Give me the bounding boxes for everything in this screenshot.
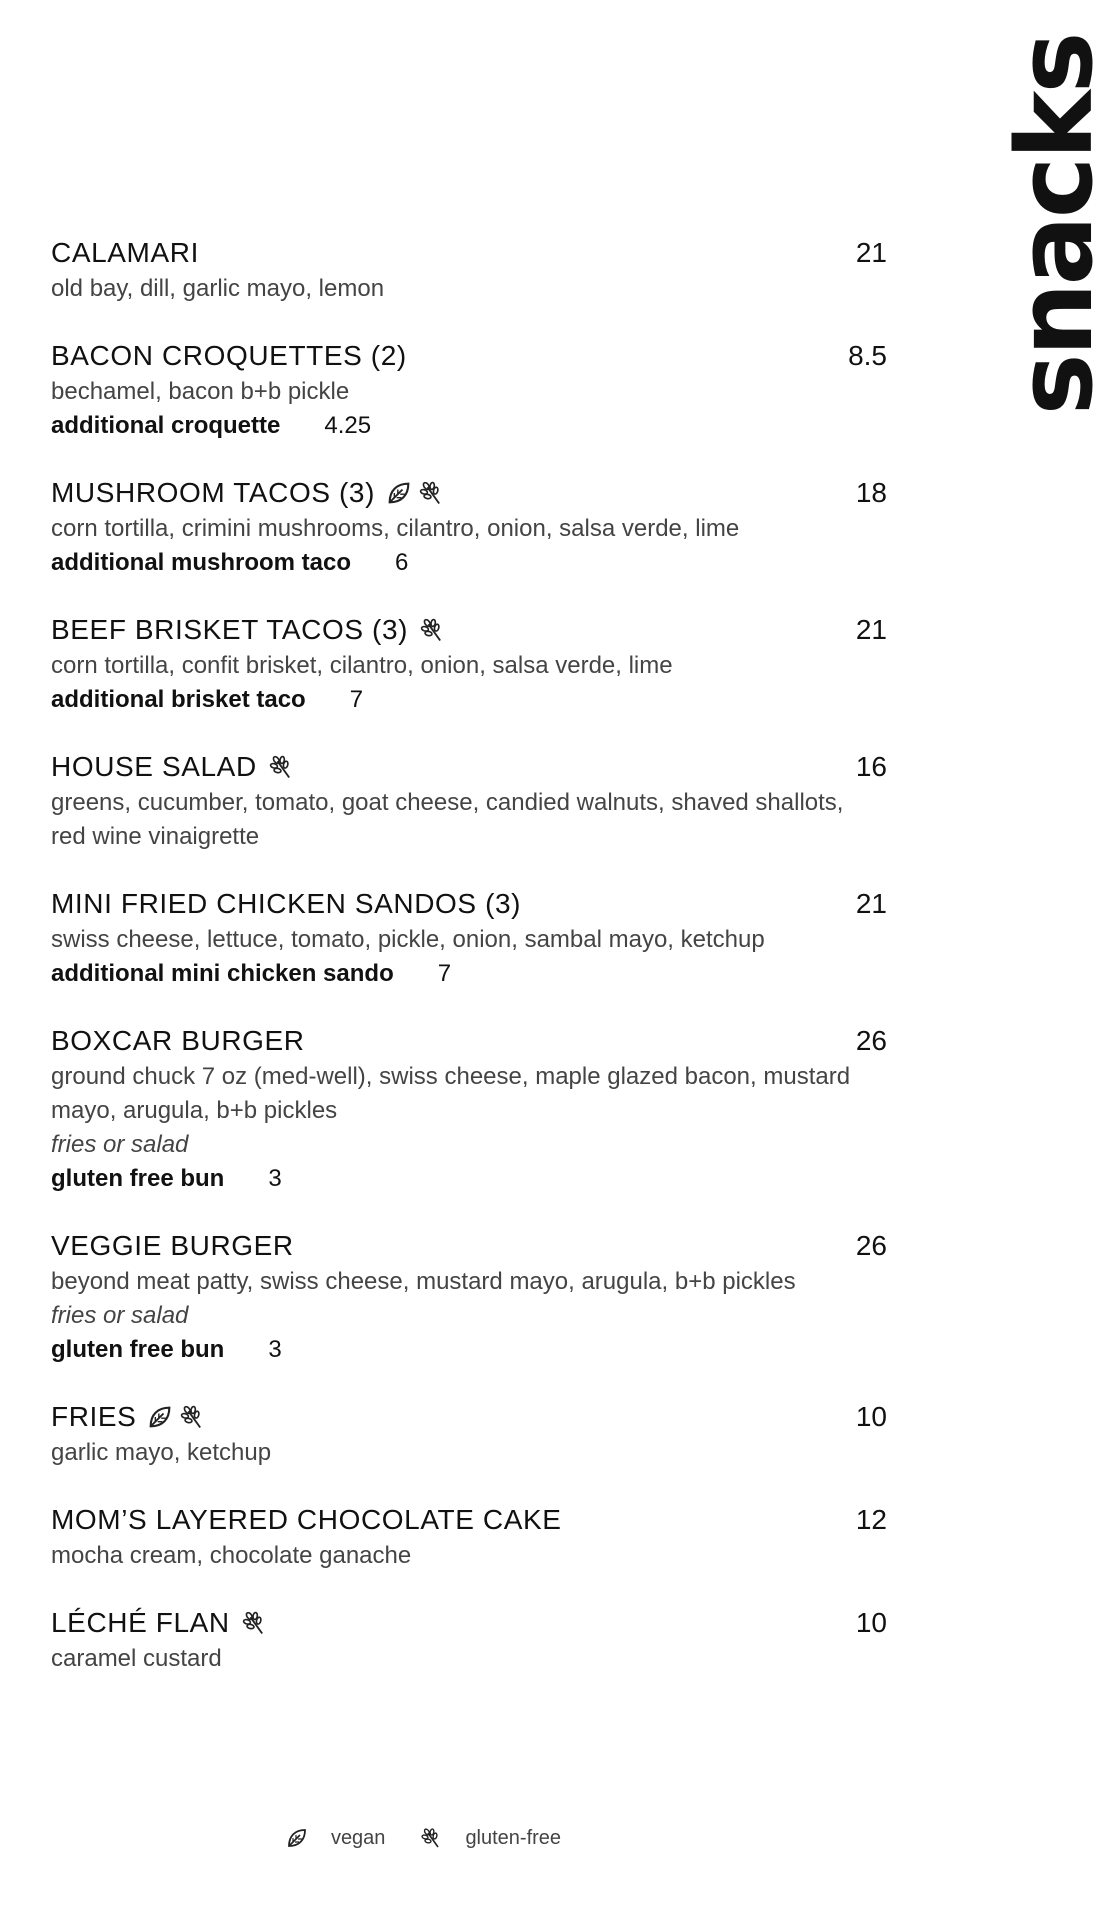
menu-item-name-wrap	[51, 1501, 562, 1539]
addon-label: gluten free bun	[51, 1336, 225, 1363]
addon-label: gluten free bun	[51, 1165, 225, 1192]
menu-item-header	[51, 1227, 887, 1265]
menu-item	[51, 748, 887, 854]
wheat-icon	[267, 753, 295, 781]
menu-item-price: 21	[855, 614, 887, 645]
menu-item-addon	[51, 1333, 887, 1367]
menu-item-name: FRIES	[51, 1401, 137, 1432]
menu-item-name: MUSHROOM TACOS (3)	[51, 477, 375, 508]
menu-item-description: bechamel, bacon b+b pickle	[51, 378, 350, 405]
menu-item-price: 21	[855, 888, 887, 919]
menu-item	[51, 337, 887, 443]
menu-item-header	[51, 1604, 887, 1642]
menu-item-header	[51, 1398, 887, 1436]
wheat-icon	[417, 479, 445, 507]
addon-price: 3	[268, 1336, 282, 1363]
menu-item-addon	[51, 683, 887, 717]
menu-item-name-wrap	[51, 1604, 268, 1642]
menu-item-price: 8.5	[848, 340, 887, 371]
menu-item-price: 26	[855, 1025, 887, 1056]
menu-item-description: caramel custard	[51, 1645, 222, 1672]
menu-item	[51, 1398, 887, 1470]
menu-item-name: BOXCAR BURGER	[51, 1025, 305, 1056]
menu-item-header	[51, 337, 887, 375]
menu-list	[51, 234, 887, 1707]
menu-item-price: 18	[855, 477, 887, 508]
menu-item-name: CALAMARI	[51, 237, 199, 268]
menu-item-price: 16	[855, 751, 887, 782]
menu-item-description: garlic mayo, ketchup	[51, 1439, 272, 1466]
menu-item-addon	[51, 957, 887, 991]
menu-item-name-wrap	[51, 474, 445, 512]
wheat-icon	[240, 1609, 268, 1637]
legend-vegan-label: vegan	[330, 1826, 386, 1849]
dietary-icons	[267, 753, 295, 781]
dietary-icons	[240, 1609, 268, 1637]
addon-price: 4.25	[324, 412, 372, 439]
menu-item	[51, 1604, 887, 1676]
menu-item-price: 10	[855, 1607, 887, 1638]
menu-item	[51, 611, 887, 717]
menu-item-side-note: fries or salad	[51, 1131, 189, 1158]
menu-item-name: MOM’S LAYERED CHOCOLATE CAKE	[51, 1504, 562, 1535]
menu-item	[51, 1501, 887, 1573]
menu-item-header	[51, 474, 887, 512]
addon-label: additional croquette	[51, 412, 281, 439]
menu-item-name: BEEF BRISKET TACOS (3)	[51, 614, 409, 645]
menu-item-addon	[51, 1162, 887, 1196]
menu-item-price: 12	[855, 1504, 887, 1535]
menu-item-header	[51, 611, 887, 649]
section-title-vertical	[994, 30, 1116, 420]
menu-item-header	[51, 748, 887, 786]
menu-item-name-wrap	[51, 1398, 206, 1436]
menu-item-description: corn tortilla, crimini mushrooms, cilantro, onion, salsa verde, lime	[51, 515, 740, 542]
menu-item-description: red wine vinaigrette	[51, 823, 260, 850]
dietary-icons	[385, 479, 445, 507]
menu-item-description: ground chuck 7 oz (med-well), swiss cheese, maple glazed bacon, mustard	[51, 1063, 851, 1090]
menu-item-name-wrap	[51, 337, 407, 375]
menu-item-name: HOUSE SALAD	[51, 751, 257, 782]
menu-item-description: beyond meat patty, swiss cheese, mustard mayo, arugula, b+b pickles	[51, 1268, 796, 1295]
menu-item-description: old bay, dill, garlic mayo, lemon	[51, 275, 385, 302]
menu-item-description: mayo, arugula, b+b pickles	[51, 1097, 338, 1124]
addon-label: additional mushroom taco	[51, 549, 352, 576]
addon-price: 7	[437, 960, 452, 987]
legend-gluten-free-label: gluten-free	[465, 1826, 562, 1849]
wheat-icon	[419, 1826, 443, 1850]
menu-item-name: BACON CROQUETTES (2)	[51, 340, 407, 371]
menu-item-price: 10	[855, 1401, 887, 1432]
addon-price: 7	[349, 686, 364, 713]
menu-item-price: 21	[855, 237, 887, 268]
menu-item-name-wrap	[51, 1022, 305, 1060]
section-title: snacks	[994, 34, 1116, 416]
dietary-legend	[0, 1826, 996, 1850]
leaf-icon	[285, 1826, 309, 1850]
menu-item	[51, 885, 887, 991]
leaf-icon	[146, 1403, 174, 1431]
menu-item-description: corn tortilla, confit brisket, cilantro, onion, salsa verde, lime	[51, 652, 673, 679]
menu-item-name: LÉCHÉ FLAN	[51, 1607, 230, 1638]
menu-item-name-wrap	[51, 1227, 294, 1265]
addon-price: 6	[395, 549, 409, 576]
menu-item-name: VEGGIE BURGER	[51, 1230, 294, 1261]
addon-price: 3	[268, 1165, 282, 1192]
menu-item-name-wrap	[51, 234, 199, 272]
dietary-icons	[146, 1403, 206, 1431]
menu-item-addon	[51, 546, 887, 580]
menu-item	[51, 1022, 887, 1196]
menu-item-name-wrap	[51, 885, 521, 923]
menu-item-name: MINI FRIED CHICKEN SANDOS (3)	[51, 888, 522, 919]
addon-label: additional brisket taco	[51, 686, 306, 713]
menu-item	[51, 234, 887, 306]
menu-item-description: swiss cheese, lettuce, tomato, pickle, onion, sambal mayo, ketchup	[51, 926, 765, 953]
menu-item-name-wrap	[51, 748, 295, 786]
addon-label: additional mini chicken sando	[51, 960, 394, 987]
menu-item	[51, 474, 887, 580]
menu-item-side-note: fries or salad	[51, 1302, 189, 1329]
leaf-icon	[385, 479, 413, 507]
menu-item-header	[51, 885, 887, 923]
menu-item-header	[51, 1022, 887, 1060]
menu-item-description: mocha cream, chocolate ganache	[51, 1542, 412, 1569]
menu-item-name-wrap	[51, 611, 446, 649]
dietary-icons	[418, 616, 446, 644]
menu-item-addon	[51, 409, 887, 443]
menu-item-price: 26	[855, 1230, 887, 1261]
wheat-icon	[418, 616, 446, 644]
wheat-icon	[178, 1403, 206, 1431]
menu-item	[51, 1227, 887, 1367]
menu-item-description: greens, cucumber, tomato, goat cheese, candied walnuts, shaved shallots,	[51, 789, 844, 816]
menu-item-header	[51, 1501, 887, 1539]
menu-item-header	[51, 234, 887, 272]
